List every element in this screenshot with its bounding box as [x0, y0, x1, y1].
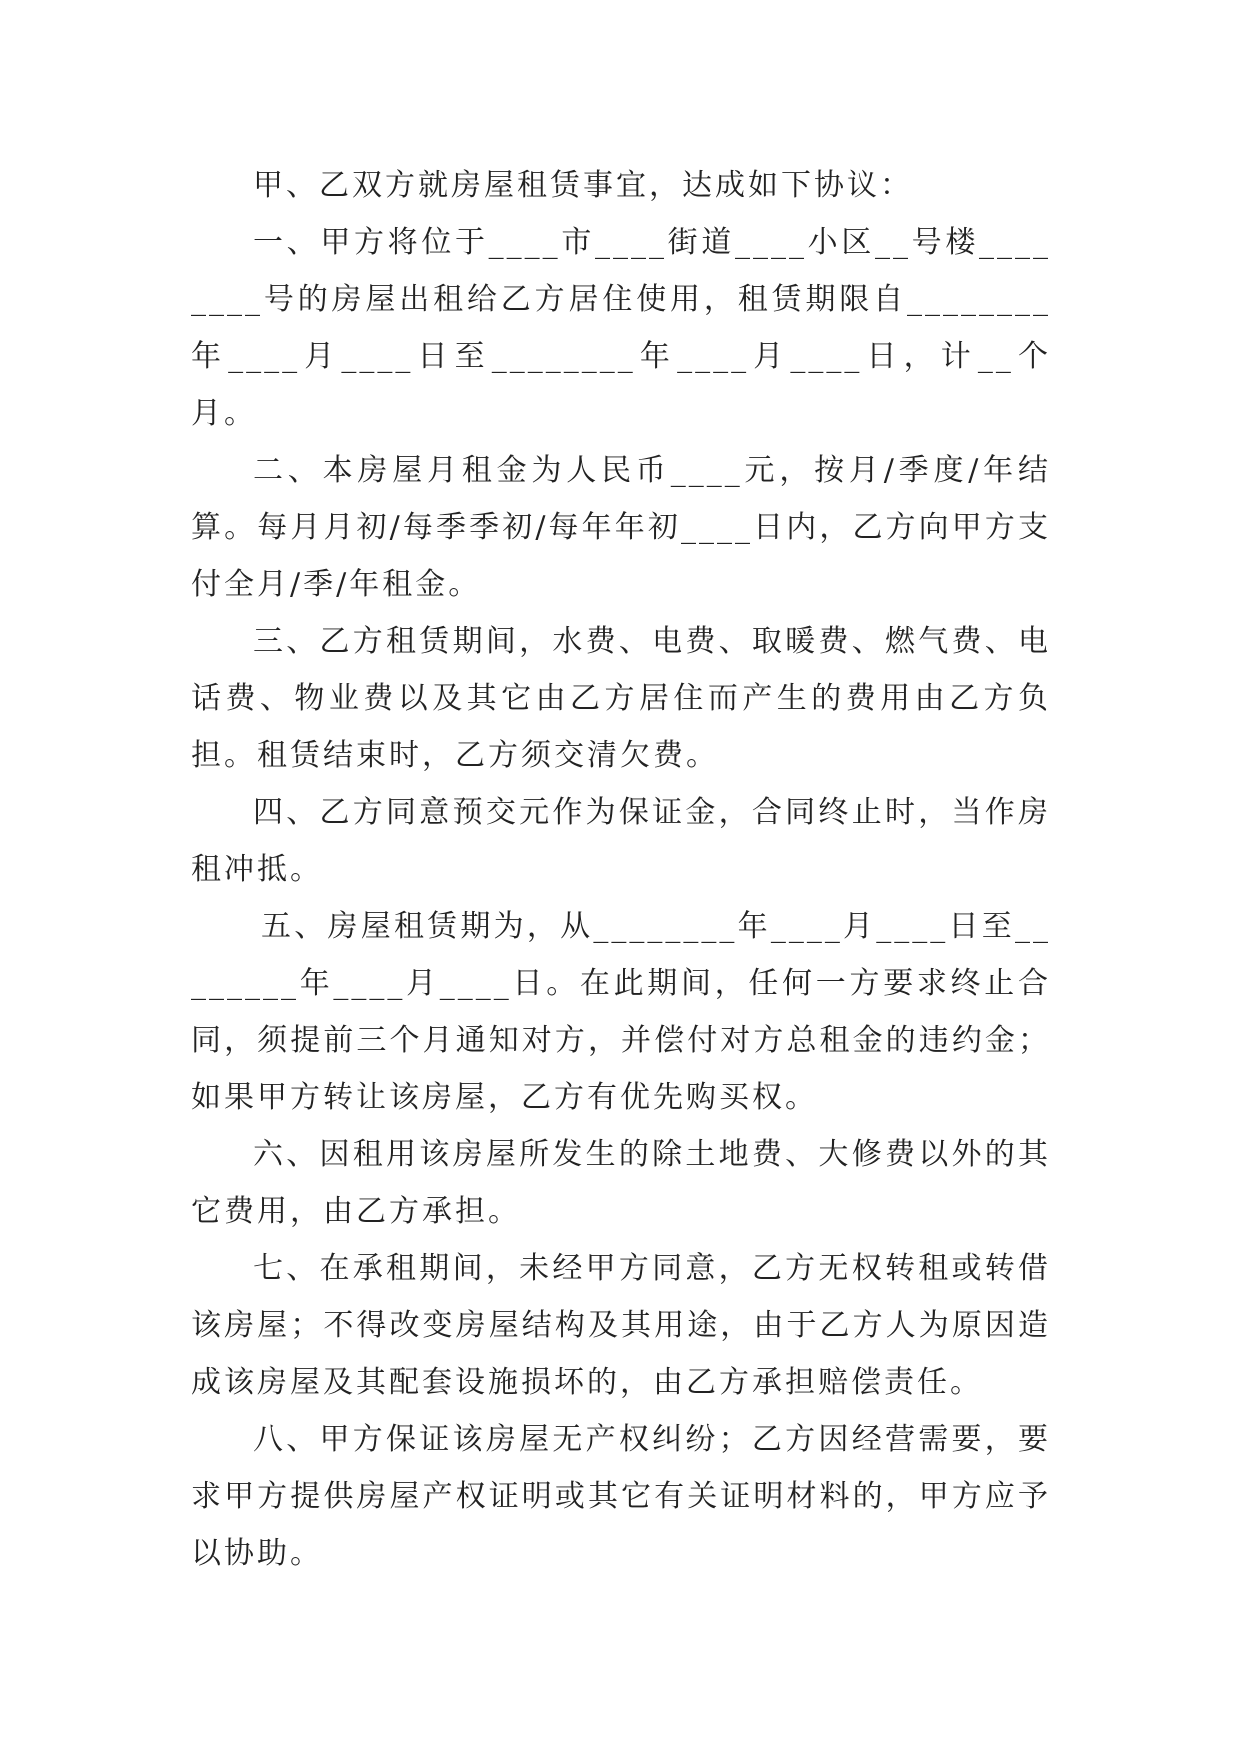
clause-1-premises-and-term: 一、甲方将位于____市____街道____小区__号楼________号的房屋出租给乙方居住使用，租赁期限自________年____月____日至________年____月____日，计__个月。 — [191, 225, 1051, 431]
document-body — [191, 157, 1051, 1582]
clause-2-rent: 二、本房屋月租金为人民币____元，按月/季度/年结算。每月月初/每季季初/每年年初____日内，乙方向甲方支付全月/季/年租金。 — [191, 453, 1051, 602]
clause-3-utility-fees: 三、乙方租赁期间，水费、电费、取暖费、燃气费、电话费、物业费以及其它由乙方居住而产生的费用由乙方负担。租赁结束时，乙方须交清欠费。 — [191, 624, 1051, 773]
agreement-intro: 甲、乙双方就房屋租赁事宜，达成如下协议： — [253, 168, 913, 203]
clause-5-lease-period: 五、房屋租赁期为，从________年____月____日至________年____月____日。在此期间，任何一方要求终止合同，须提前三个月通知对方，并偿付对方总租金的违约金；如果甲方转让该房屋，乙方有优先购买权。 — [191, 909, 1051, 1115]
clause-4-deposit: 四、乙方同意预交元作为保证金，合同终止时，当作房租冲抵。 — [191, 795, 1051, 887]
clause-7-sublease-restrictions: 七、在承租期间，未经甲方同意，乙方无权转租或转借该房屋；不得改变房屋结构及其用途，由于乙方人为原因造成该房屋及其配套设施损坏的，由乙方承担赔偿责任。 — [191, 1251, 1051, 1400]
clause-6-other-fees: 六、因租用该房屋所发生的除土地费、大修费以外的其它费用，由乙方承担。 — [191, 1137, 1051, 1229]
clause-8-property-rights: 八、甲方保证该房屋无产权纠纷；乙方因经营需要，要求甲方提供房屋产权证明或其它有关证明材料的，甲方应予以协助。 — [191, 1422, 1051, 1571]
